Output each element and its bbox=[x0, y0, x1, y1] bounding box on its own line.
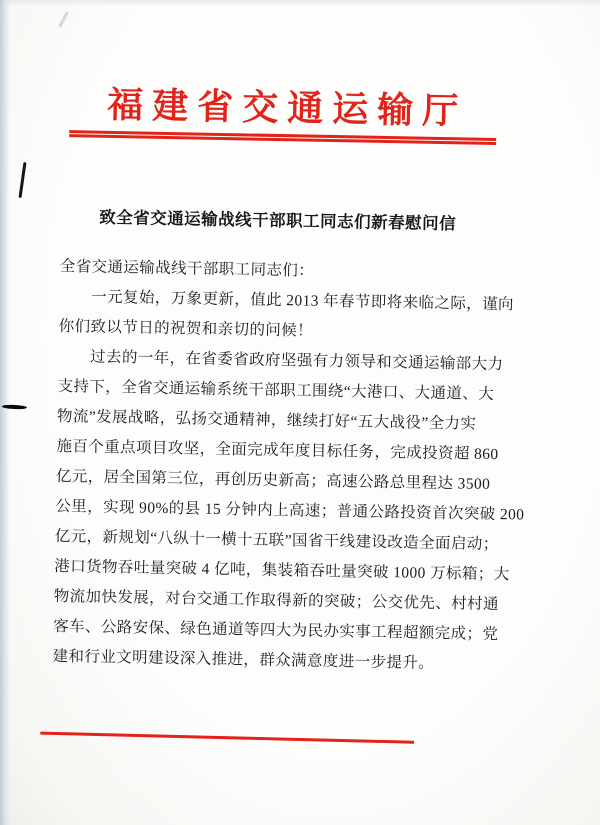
body-line: 亿元，居全国第三位，再创历史新高；高速公路总里程达 3500 bbox=[55, 467, 491, 493]
body-line: 亿元，新规划“八纵十一横十五联”国省干线建设改造全面启动； bbox=[54, 527, 499, 554]
body-line: 施百个重点项目攻坚，全面完成年度目标任务，完成投资超 860 bbox=[56, 437, 499, 464]
scan-edge-left bbox=[0, 0, 10, 825]
body-line: 过去的一年，在省委省政府坚强有力领导和交通运输部大力 bbox=[89, 348, 504, 374]
body-line: 港口货物吞吐量突破 4 亿吨，集装箱吞吐量突破 1000 万标箱；大 bbox=[54, 557, 510, 584]
body-line: 物流加快发展，对台交通工作取得新的突破；公交优先、村村通 bbox=[53, 587, 500, 614]
body-line: 建和行业文明建设深入推进，群众满意度进一步提升。 bbox=[52, 647, 435, 672]
letterhead-title: 福建省交通运输厅 bbox=[106, 84, 468, 132]
letter-body bbox=[52, 252, 525, 680]
footer-rule bbox=[40, 732, 414, 744]
body-line: 你们致以节日的祝贺和亲切的问候！ bbox=[58, 318, 314, 340]
body-line: 全省交通运输战线干部职工同志们： bbox=[59, 258, 315, 280]
letter-title: 致全省交通运输战线干部职工同志们新春慰问信 bbox=[99, 207, 457, 234]
body-line: 支持下，全省交通运输系统干部职工围绕“大港口、大通道、大 bbox=[57, 378, 495, 404]
body-line: 公里，实现 90%的县 15 分钟内上高速；普通公路投资首次突破 200 bbox=[55, 497, 525, 524]
body-line: 一元复始，万象更新，值此 2013 年春节即将来临之际，谨向 bbox=[91, 288, 515, 314]
body-line: 客车、公路安保、绿色通道等四大为民办实事工程超额完成；党 bbox=[53, 617, 499, 644]
body-line: 物流”发展战略，弘扬交通精神，继续打好“五大战役”全力实 bbox=[56, 408, 477, 433]
